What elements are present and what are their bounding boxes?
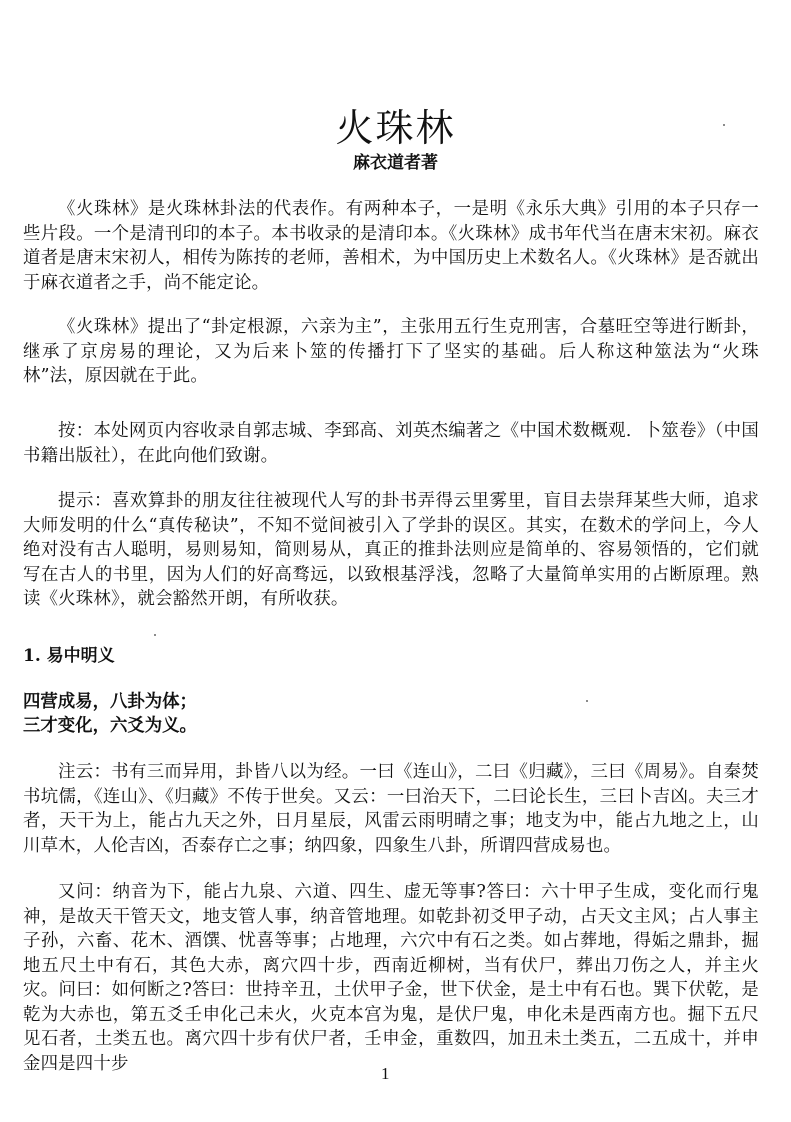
tip-paragraph: 提示：喜欢算卦的朋友往往被现代人写的卦书弄得云里雾里，盲目去崇拜某些大师，追求大师发明的什么“真传秘诀”，不知不觉间被引入了学卦的误区。其实，在数术的学问上，今人绝对没有古人聪明，易则易知，简则易从，真正的推卦法则应是简单的、容易领悟的，它们就写在古人的书里，因为人们的好高骛远，以致根基浮浅，忽略了大量简单实用的占断原理。熟读《火珠林》，就会豁然开朗，有所收获。 [23,491,759,609]
verse-line-2: 三才变化，六爻为义。 [23,716,197,736]
document-title: 火珠林 [335,106,456,151]
intro-paragraph-1: 《火珠林》是火珠林卦法的代表作。有两种本子，一是明《永乐大典》引用的本子只存一些片段。一个是清刊印的本子。本书收录的是清印本。《火珠林》成书年代当在唐末宋初。麻衣道者是唐末宋初人，相传为陈抟的老师，善相术，为中国历史上术数名人。《火珠林》是否就出于麻衣道者之手，尚不能定论。 [23,199,759,293]
commentary-paragraph-1: 注云：书有三而异用，卦皆八以为经。一曰《连山》，二曰《归藏》，三曰《周易》。自秦焚书坑儒，《连山》、《归藏》不传于世矣。又云：一曰治天下，二曰论长生，三曰卜吉凶。夫三才者，天干为上，能占九天之外，日月星辰，风雷云雨明晴之事；地支为中，能占九地之上，山川草木，人伦吉凶，否泰存亡之事；纳四象，四象生八卦，所谓四营成易也。 [23,762,759,856]
scan-speck [723,124,725,126]
document-author: 麻衣道者著 [353,153,438,173]
verse-line-1: 四营成易，八卦为体； [23,692,197,712]
page-number: 1 [381,1064,390,1083]
commentary-paragraph-2: 又问：纳音为下，能占九泉、六道、四生、虚无等事?答曰：六十甲子生成，变化而行鬼神，是故天干管天文，地支管人事，纳音管地理。如乾卦初爻甲子动，占天文主风；占人事主子孙，六畜、花木、酒馔、忧喜等事；占地理，六穴中有石之类。如占葬地，得姤之鼎卦，掘地五尺土中有石，其色大赤，离穴四十步，西南近柳树，当有伏尸，葬出刀伤之人，并主火灾。问曰：如何断之?答曰：世持辛丑，土伏甲子金，世下伏金，是土中有石也。巽下伏乾，是乾为大赤也，第五爻壬申化己未火，火克本宫为鬼，是伏尸鬼，申化未是西南方也。掘下五尺见石者，土类五也。离穴四十步有伏尸者，壬申金，重数四，加丑未土类五，二五成十，并申金四是四十步 [23,882,759,1074]
acknowledgement-paragraph: 按：本处网页内容收录自郭志城、李郅高、刘英杰编著之《中国术数概观．卜筮卷》（中国书籍出版社），在此向他们致谢。 [23,421,759,466]
scan-speck [154,634,156,636]
scan-speck [586,700,588,702]
section-heading: 1. 易中明义 [23,646,115,666]
intro-paragraph-2: 《火珠林》提出了“卦定根源，六亲为主”，主张用五行生克刑害，合墓旺空等进行断卦，继承了京房易的理论，又为后来卜筮的传播打下了坚实的基础。后人称这种筮法为“火珠林”法，原因就在于此。 [23,317,759,386]
